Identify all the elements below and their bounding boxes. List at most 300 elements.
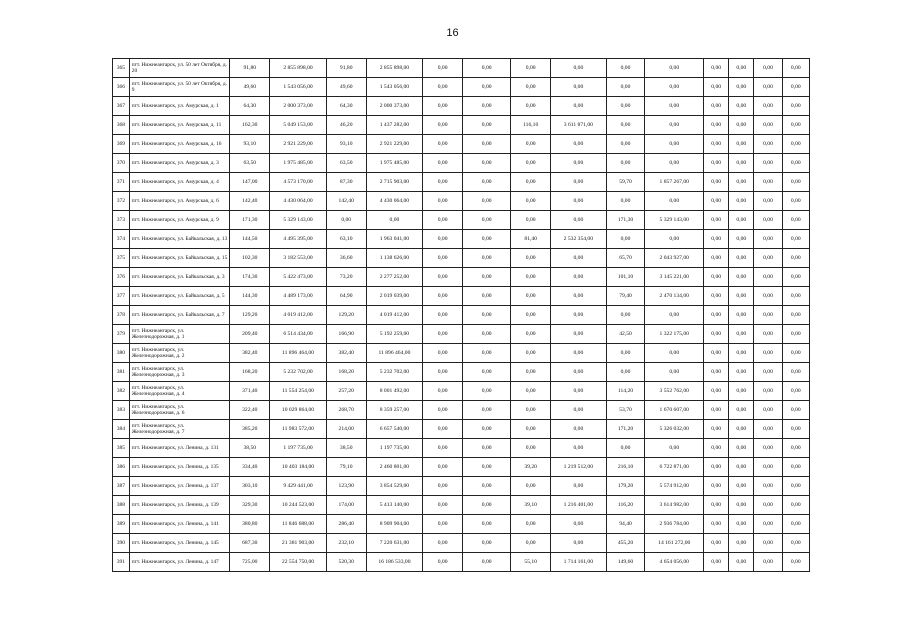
cell-total-area: 322,40 (230, 401, 270, 420)
cell-cost-1: 2 921 229,00 (366, 135, 423, 154)
table-row (113, 230, 810, 249)
cell-cost-2: 0,00 (463, 154, 511, 173)
cell-cost-2: 0,00 (463, 553, 511, 572)
table-row (113, 59, 810, 78)
cell-cost-3: 0,00 (551, 363, 607, 382)
cell-cost-4: 0,00 (645, 59, 704, 78)
cell-area-6: 0,00 (754, 59, 782, 78)
cell-cost-5: 0,00 (729, 135, 754, 154)
cell-cost-4: 3 145 221,00 (645, 268, 704, 287)
cell-cost-3: 0,00 (551, 268, 607, 287)
table-row (113, 306, 810, 325)
cell-row-number: 389 (113, 515, 130, 534)
cell-cost-1: 2 715 903,00 (366, 173, 423, 192)
cell-area-5: 0,00 (704, 135, 729, 154)
cell-cost-3: 0,00 (551, 306, 607, 325)
cell-total-cost: 4 495 395,00 (270, 230, 327, 249)
cell-cost-5: 0,00 (729, 211, 754, 230)
table-row (113, 173, 810, 192)
cell-cost-1: 16 186 533,00 (366, 553, 423, 572)
cell-cost-1: 7 220 631,00 (366, 534, 423, 553)
cell-area-5: 0,00 (704, 534, 729, 553)
cell-area-1: 63,10 (326, 230, 366, 249)
cell-cost-5: 0,00 (729, 287, 754, 306)
cell-address: пгт. Нижнеангарск, ул. Байкальская, д. 7 (129, 306, 230, 325)
cell-total-area: 63,50 (230, 154, 270, 173)
cell-cost-6: 0,00 (782, 97, 809, 116)
cell-area-1: 0,00 (326, 211, 366, 230)
cell-cost-2: 0,00 (463, 116, 511, 135)
cell-row-number: 366 (113, 78, 130, 97)
cell-total-cost: 11 896 464,00 (270, 344, 327, 363)
cell-total-area: 334,40 (230, 458, 270, 477)
cell-area-2: 0,00 (423, 211, 463, 230)
cell-cost-5: 0,00 (729, 553, 754, 572)
cell-cost-4: 0,00 (645, 78, 704, 97)
cell-area-4: 171,30 (606, 211, 645, 230)
cell-area-2: 0,00 (423, 496, 463, 515)
cell-area-1: 64,30 (326, 97, 366, 116)
cell-area-4: 0,00 (606, 59, 645, 78)
cell-area-5: 0,00 (704, 325, 729, 344)
cell-total-area: 102,30 (230, 249, 270, 268)
cell-area-4: 149,60 (606, 553, 645, 572)
cell-cost-6: 0,00 (782, 325, 809, 344)
table-row (113, 135, 810, 154)
cell-cost-4: 2 936 784,00 (645, 515, 704, 534)
cell-cost-5: 0,00 (729, 458, 754, 477)
cell-cost-4: 1 670 607,00 (645, 401, 704, 420)
cell-area-3: 0,00 (511, 59, 551, 78)
cell-cost-1: 1 138 626,00 (366, 249, 423, 268)
cell-area-6: 0,00 (754, 154, 782, 173)
cell-cost-2: 0,00 (463, 211, 511, 230)
cell-cost-1: 2 855 898,00 (366, 59, 423, 78)
registry-table (112, 58, 810, 572)
cell-total-area: 385,20 (230, 420, 270, 439)
cell-total-area: 144,50 (230, 230, 270, 249)
cell-address: пгт. Нижнеангарск, ул. Ленина, д. 147 (129, 553, 230, 572)
cell-cost-4: 3 552 762,00 (645, 382, 704, 401)
cell-total-cost: 11 983 572,00 (270, 420, 327, 439)
cell-area-5: 0,00 (704, 496, 729, 515)
cell-cost-3: 0,00 (551, 97, 607, 116)
cell-area-4: 94,40 (606, 515, 645, 534)
cell-area-6: 0,00 (754, 534, 782, 553)
cell-total-cost: 1 975 485,00 (270, 154, 327, 173)
cell-cost-6: 0,00 (782, 78, 809, 97)
cell-total-area: 162,30 (230, 116, 270, 135)
cell-row-number: 372 (113, 192, 130, 211)
table-row (113, 268, 810, 287)
cell-cost-5: 0,00 (729, 534, 754, 553)
cell-area-1: 63,50 (326, 154, 366, 173)
cell-total-area: 49,60 (230, 78, 270, 97)
cell-cost-5: 0,00 (729, 192, 754, 211)
cell-area-5: 0,00 (704, 401, 729, 420)
cell-cost-2: 0,00 (463, 344, 511, 363)
cell-area-6: 0,00 (754, 553, 782, 572)
cell-area-5: 0,00 (704, 344, 729, 363)
cell-area-2: 0,00 (423, 458, 463, 477)
cell-area-6: 0,00 (754, 78, 782, 97)
cell-cost-2: 0,00 (463, 249, 511, 268)
cell-area-5: 0,00 (704, 477, 729, 496)
cell-area-1: 73,20 (326, 268, 366, 287)
cell-address: пгт. Нижнеангарск, ул. Ленина, д. 131 (129, 439, 230, 458)
cell-area-3: 0,00 (511, 325, 551, 344)
cell-address: пгт. Нижнеангарск, ул. Ленина, д. 135 (129, 458, 230, 477)
cell-area-4: 0,00 (606, 192, 645, 211)
cell-area-1: 87,30 (326, 173, 366, 192)
cell-area-4: 216,10 (606, 458, 645, 477)
cell-cost-6: 0,00 (782, 420, 809, 439)
cell-total-cost: 1 543 056,00 (270, 78, 327, 97)
cell-area-1: 93,10 (326, 135, 366, 154)
cell-cost-4: 1 322 175,00 (645, 325, 704, 344)
cell-cost-3: 0,00 (551, 211, 607, 230)
cell-total-area: 93,10 (230, 135, 270, 154)
cell-cost-6: 0,00 (782, 249, 809, 268)
cell-area-2: 0,00 (423, 249, 463, 268)
cell-cost-6: 0,00 (782, 382, 809, 401)
cell-area-3: 0,00 (511, 173, 551, 192)
cell-area-3: 0,00 (511, 439, 551, 458)
cell-area-4: 59,70 (606, 173, 645, 192)
cell-total-area: 91,80 (230, 59, 270, 78)
cell-total-area: 380,80 (230, 515, 270, 534)
cell-area-3: 0,00 (511, 306, 551, 325)
cell-cost-6: 0,00 (782, 344, 809, 363)
table-row (113, 496, 810, 515)
cell-area-4: 0,00 (606, 154, 645, 173)
cell-area-2: 0,00 (423, 116, 463, 135)
cell-address: пгт. Нижнеангарск, ул. Байкальская, д. 13 (129, 230, 230, 249)
cell-total-area: 144,30 (230, 287, 270, 306)
cell-cost-5: 0,00 (729, 401, 754, 420)
cell-cost-3: 0,00 (551, 59, 607, 78)
cell-area-4: 116,20 (606, 496, 645, 515)
cell-area-1: 286,40 (326, 515, 366, 534)
cell-area-5: 0,00 (704, 287, 729, 306)
cell-area-5: 0,00 (704, 306, 729, 325)
cell-area-2: 0,00 (423, 287, 463, 306)
cell-cost-1: 5 413 140,00 (366, 496, 423, 515)
cell-area-5: 0,00 (704, 439, 729, 458)
cell-area-4: 114,20 (606, 382, 645, 401)
cell-area-5: 0,00 (704, 382, 729, 401)
cell-area-6: 0,00 (754, 249, 782, 268)
cell-cost-5: 0,00 (729, 59, 754, 78)
table-row (113, 477, 810, 496)
cell-area-6: 0,00 (754, 287, 782, 306)
cell-cost-5: 0,00 (729, 116, 754, 135)
cell-area-2: 0,00 (423, 78, 463, 97)
cell-cost-1: 1 197 735,00 (366, 439, 423, 458)
cell-cost-2: 0,00 (463, 496, 511, 515)
cell-cost-2: 0,00 (463, 306, 511, 325)
cell-total-cost: 9 429 441,00 (270, 477, 327, 496)
cell-cost-1: 2 019 039,00 (366, 287, 423, 306)
cell-cost-2: 0,00 (463, 59, 511, 78)
cell-cost-6: 0,00 (782, 477, 809, 496)
cell-total-area: 147,00 (230, 173, 270, 192)
cell-cost-4: 0,00 (645, 439, 704, 458)
cell-area-6: 0,00 (754, 363, 782, 382)
cell-cost-4: 3 614 982,00 (645, 496, 704, 515)
cell-row-number: 384 (113, 420, 130, 439)
cell-area-5: 0,00 (704, 59, 729, 78)
cell-address: пгт. Нижнеангарск, ул. 50 лет Октября, д. 20 (129, 59, 230, 78)
cell-area-3: 0,00 (511, 78, 551, 97)
cell-area-6: 0,00 (754, 401, 782, 420)
cell-cost-4: 0,00 (645, 135, 704, 154)
cell-area-3: 0,00 (511, 192, 551, 211)
cell-cost-1: 11 896 464,00 (366, 344, 423, 363)
cell-cost-4: 0,00 (645, 97, 704, 116)
cell-cost-2: 0,00 (463, 78, 511, 97)
cell-area-1: 520,30 (326, 553, 366, 572)
cell-cost-6: 0,00 (782, 268, 809, 287)
cell-cost-6: 0,00 (782, 553, 809, 572)
cell-total-area: 168,20 (230, 363, 270, 382)
cell-area-2: 0,00 (423, 268, 463, 287)
cell-cost-6: 0,00 (782, 306, 809, 325)
cell-area-3: 0,00 (511, 420, 551, 439)
cell-row-number: 385 (113, 439, 130, 458)
cell-area-6: 0,00 (754, 306, 782, 325)
table-row (113, 344, 810, 363)
cell-cost-1: 1 543 056,00 (366, 78, 423, 97)
cell-total-cost: 5 422 473,00 (270, 268, 327, 287)
cell-cost-2: 0,00 (463, 534, 511, 553)
cell-area-6: 0,00 (754, 97, 782, 116)
cell-total-cost: 5 232 702,00 (270, 363, 327, 382)
cell-area-3: 0,00 (511, 534, 551, 553)
cell-cost-1: 6 657 540,00 (366, 420, 423, 439)
cell-area-2: 0,00 (423, 382, 463, 401)
cell-row-number: 378 (113, 306, 130, 325)
cell-area-5: 0,00 (704, 211, 729, 230)
cell-row-number: 371 (113, 173, 130, 192)
cell-area-5: 0,00 (704, 97, 729, 116)
cell-area-3: 0,00 (511, 515, 551, 534)
cell-area-3: 81,40 (511, 230, 551, 249)
cell-row-number: 365 (113, 59, 130, 78)
cell-address: пгт. Нижнеангарск, ул. Амурская, д. 11 (129, 116, 230, 135)
cell-total-cost: 2 921 229,00 (270, 135, 327, 154)
cell-cost-4: 5 574 912,00 (645, 477, 704, 496)
table-row (113, 382, 810, 401)
cell-area-5: 0,00 (704, 553, 729, 572)
cell-area-2: 0,00 (423, 306, 463, 325)
cell-address: пгт. Нижнеангарск, ул. Ленина, д. 137 (129, 477, 230, 496)
cell-cost-4: 4 654 056,00 (645, 553, 704, 572)
cell-total-cost: 4 430 064,00 (270, 192, 327, 211)
cell-cost-3: 0,00 (551, 192, 607, 211)
cell-address: пгт. Нижнеангарск, ул. Ленина, д. 141 (129, 515, 230, 534)
cell-cost-2: 0,00 (463, 439, 511, 458)
cell-total-cost: 2 855 898,00 (270, 59, 327, 78)
cell-address: пгт. Нижнеангарск, ул. Байкальская, д. 15 (129, 249, 230, 268)
cell-area-1: 214,00 (326, 420, 366, 439)
cell-row-number: 370 (113, 154, 130, 173)
cell-area-5: 0,00 (704, 363, 729, 382)
cell-area-6: 0,00 (754, 230, 782, 249)
cell-cost-6: 0,00 (782, 116, 809, 135)
cell-total-area: 174,30 (230, 268, 270, 287)
cell-total-cost: 4 573 170,00 (270, 173, 327, 192)
page-number: 16 (446, 27, 459, 39)
cell-area-2: 0,00 (423, 154, 463, 173)
table-row (113, 287, 810, 306)
cell-area-2: 0,00 (423, 363, 463, 382)
cell-cost-5: 0,00 (729, 496, 754, 515)
cell-area-2: 0,00 (423, 534, 463, 553)
cell-cost-3: 0,00 (551, 382, 607, 401)
cell-area-5: 0,00 (704, 515, 729, 534)
cell-address: пгт. Нижнеангарск, ул. Железнодорожная, д. 7 (129, 420, 230, 439)
cell-area-2: 0,00 (423, 420, 463, 439)
cell-area-3: 0,00 (511, 249, 551, 268)
cell-address: пгт. Нижнеангарск, ул. Амурская, д. 16 (129, 135, 230, 154)
cell-cost-4: 2 470 134,00 (645, 287, 704, 306)
cell-row-number: 367 (113, 97, 130, 116)
cell-cost-4: 5 329 143,00 (645, 211, 704, 230)
cell-cost-6: 0,00 (782, 401, 809, 420)
cell-area-4: 171,20 (606, 420, 645, 439)
cell-row-number: 381 (113, 363, 130, 382)
cell-address: пгт. Нижнеангарск, ул. Байкальская, д. 5 (129, 287, 230, 306)
cell-total-area: 64,30 (230, 97, 270, 116)
cell-cost-2: 0,00 (463, 135, 511, 154)
cell-total-cost: 10 029 864,00 (270, 401, 327, 420)
cell-cost-2: 0,00 (463, 363, 511, 382)
cell-total-cost: 5 329 143,00 (270, 211, 327, 230)
cell-area-1: 166,90 (326, 325, 366, 344)
cell-area-3: 0,00 (511, 287, 551, 306)
cell-cost-3: 0,00 (551, 344, 607, 363)
cell-row-number: 388 (113, 496, 130, 515)
cell-cost-6: 0,00 (782, 439, 809, 458)
table-row (113, 192, 810, 211)
cell-row-number: 374 (113, 230, 130, 249)
cell-cost-2: 0,00 (463, 192, 511, 211)
cell-cost-5: 0,00 (729, 439, 754, 458)
table-row (113, 116, 810, 135)
cell-cost-1: 4 019 412,00 (366, 306, 423, 325)
table-body (113, 59, 810, 572)
cell-area-3: 0,00 (511, 97, 551, 116)
cell-area-2: 0,00 (423, 344, 463, 363)
cell-cost-1: 1 975 485,00 (366, 154, 423, 173)
cell-cost-3: 1 714 161,00 (551, 553, 607, 572)
cell-total-cost: 6 514 434,00 (270, 325, 327, 344)
cell-cost-1: 8 359 257,00 (366, 401, 423, 420)
cell-total-cost: 22 554 750,00 (270, 553, 327, 572)
cell-cost-6: 0,00 (782, 192, 809, 211)
cell-area-1: 382,40 (326, 344, 366, 363)
table-row (113, 78, 810, 97)
cell-total-cost: 21 381 903,00 (270, 534, 327, 553)
cell-area-4: 0,00 (606, 116, 645, 135)
table-row (113, 401, 810, 420)
cell-total-cost: 10 403 184,00 (270, 458, 327, 477)
cell-total-area: 38,50 (230, 439, 270, 458)
cell-area-4: 0,00 (606, 230, 645, 249)
cell-cost-4: 14 161 272,00 (645, 534, 704, 553)
cell-area-2: 0,00 (423, 515, 463, 534)
cell-area-2: 0,00 (423, 325, 463, 344)
cell-cost-5: 0,00 (729, 154, 754, 173)
cell-cost-2: 0,00 (463, 173, 511, 192)
cell-cost-5: 0,00 (729, 268, 754, 287)
cell-cost-2: 0,00 (463, 325, 511, 344)
cell-area-4: 0,00 (606, 97, 645, 116)
cell-area-1: 91,80 (326, 59, 366, 78)
cell-cost-4: 0,00 (645, 363, 704, 382)
cell-area-2: 0,00 (423, 230, 463, 249)
cell-area-1: 38,50 (326, 439, 366, 458)
cell-area-6: 0,00 (754, 268, 782, 287)
cell-cost-3: 0,00 (551, 154, 607, 173)
cell-total-cost: 2 000 373,00 (270, 97, 327, 116)
cell-cost-2: 0,00 (463, 420, 511, 439)
cell-area-1: 49,60 (326, 78, 366, 97)
cell-cost-4: 0,00 (645, 230, 704, 249)
cell-area-2: 0,00 (423, 192, 463, 211)
cell-address: пгт. Нижнеангарск, ул. Амурская, д. 9 (129, 211, 230, 230)
cell-area-6: 0,00 (754, 325, 782, 344)
cell-total-cost: 3 182 553,00 (270, 249, 327, 268)
cell-cost-2: 0,00 (463, 401, 511, 420)
cell-area-2: 0,00 (423, 401, 463, 420)
cell-cost-3: 0,00 (551, 325, 607, 344)
cell-cost-4: 0,00 (645, 192, 704, 211)
cell-cost-6: 0,00 (782, 496, 809, 515)
cell-address: пгт. Нижнеангарск, ул. Амурская, д. 6 (129, 192, 230, 211)
cell-cost-2: 0,00 (463, 230, 511, 249)
cell-cost-5: 0,00 (729, 230, 754, 249)
cell-area-6: 0,00 (754, 458, 782, 477)
cell-area-5: 0,00 (704, 192, 729, 211)
cell-area-5: 0,00 (704, 154, 729, 173)
cell-area-4: 0,00 (606, 439, 645, 458)
cell-area-4: 42,50 (606, 325, 645, 344)
cell-area-6: 0,00 (754, 192, 782, 211)
cell-area-4: 79,40 (606, 287, 645, 306)
cell-row-number: 391 (113, 553, 130, 572)
table-row (113, 363, 810, 382)
cell-address: пгт. Нижнеангарск, ул. 50 лет Октября, д. 9 (129, 78, 230, 97)
cell-total-area: 371,40 (230, 382, 270, 401)
cell-area-3: 0,00 (511, 363, 551, 382)
cell-area-3: 0,00 (511, 477, 551, 496)
cell-cost-3: 0,00 (551, 439, 607, 458)
cell-cost-6: 0,00 (782, 515, 809, 534)
cell-cost-1: 2 000 373,00 (366, 97, 423, 116)
cell-area-1: 79,10 (326, 458, 366, 477)
cell-row-number: 376 (113, 268, 130, 287)
cell-area-4: 0,00 (606, 135, 645, 154)
cell-area-5: 0,00 (704, 420, 729, 439)
cell-cost-6: 0,00 (782, 287, 809, 306)
cell-total-area: 687,30 (230, 534, 270, 553)
table-row (113, 325, 810, 344)
cell-area-5: 0,00 (704, 230, 729, 249)
cell-area-4: 179,20 (606, 477, 645, 496)
cell-cost-2: 0,00 (463, 458, 511, 477)
